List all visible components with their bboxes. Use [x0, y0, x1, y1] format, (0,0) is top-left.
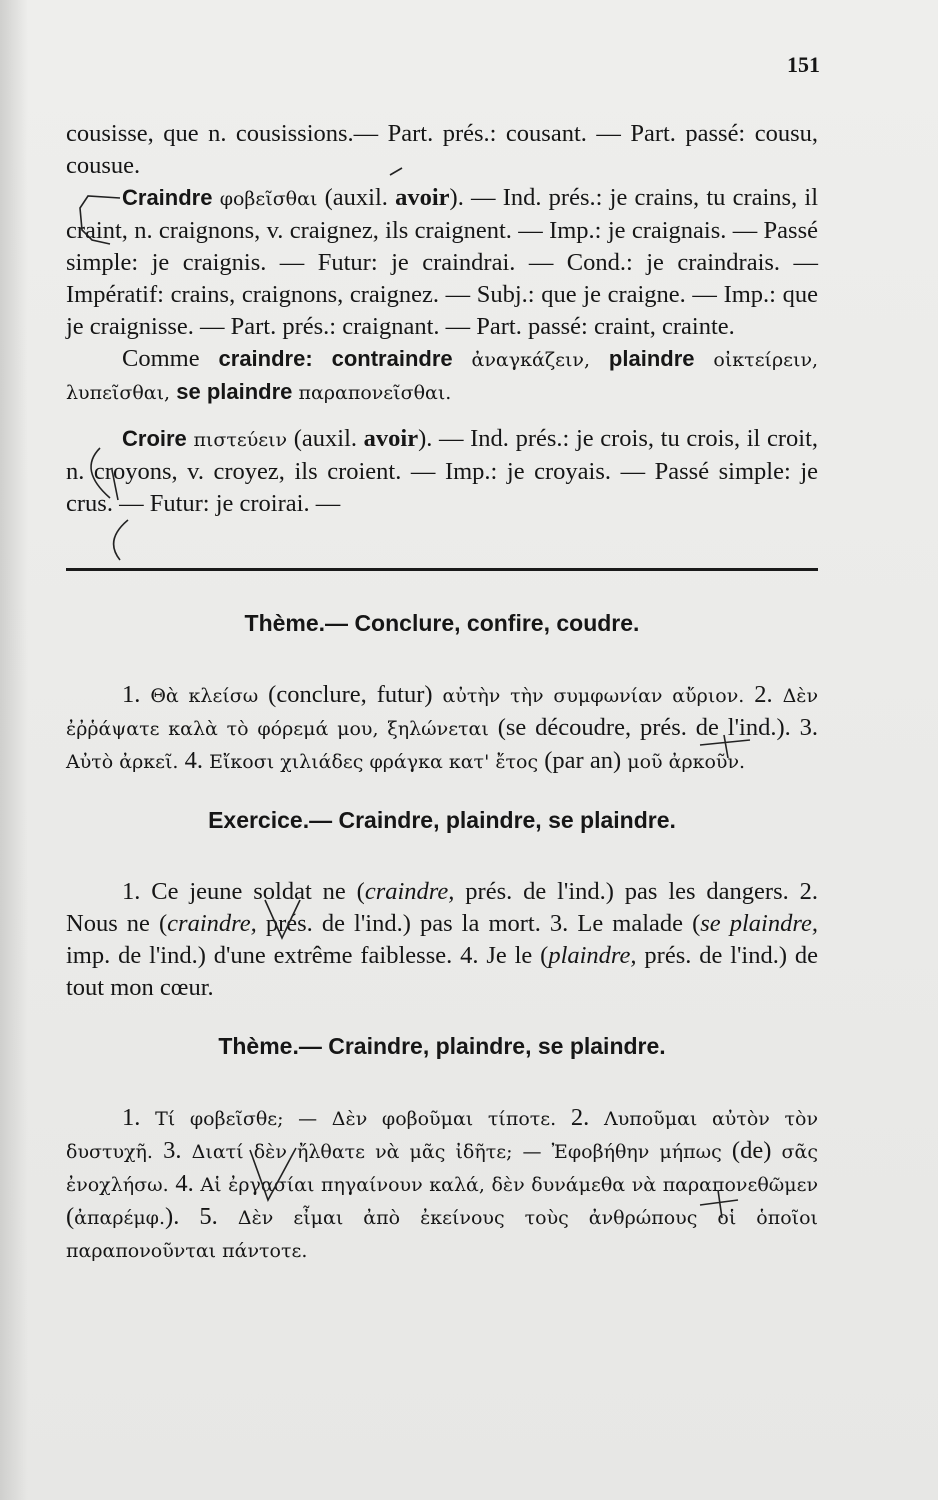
croire-body: ). — Ind. prés.: je crois, tu crois, il croit, n. croyons, v. croyez, ils croient. — Imp.: je croyais. — Passé simple: je crus. — Futur: je croirai. —: [66, 425, 819, 517]
theme1-paragraph: [66, 679, 818, 778]
comme-verb-2: contraindre: [331, 346, 453, 371]
croire-paragraph: [66, 423, 818, 520]
theme1-seg: 1.: [122, 681, 151, 708]
craindre-aux-prefix: (auxil.: [324, 184, 388, 211]
comme-verb-3: plaindre: [608, 346, 695, 371]
craindre-body: ). — Ind. prés.: je crains, tu crains, il craint, n. craignons, v. craignez, ils craignent. — Imp.: je craignais. — Passé simple: je craignis. — Futur: je craindrai. — Cond.: je craindrais. — Impératif: crains, craignons, craignez. — Subj.: que je craigne. — Imp.: que je craignisse. — Part. prés.: craignant. — Part. passé: craint, crainte.: [66, 184, 819, 340]
theme1-seg: 4.: [178, 747, 210, 774]
exercice-item-text: prés. de l'ind.) de tout mon cœur.: [66, 942, 818, 1001]
theme1-seg: (se découdre, prés. de l'ind.). 3.: [488, 714, 818, 741]
exercice-title: Exercice.— Craindre, plaindre, se plaindre.: [208, 807, 676, 833]
spacer: [66, 409, 818, 423]
craindre-paragraph: [66, 182, 818, 343]
theme2-seg: 3.: [152, 1137, 192, 1164]
craindre-aux: avoir: [395, 184, 450, 211]
croire-heading: Croire: [122, 426, 187, 451]
theme2-seg: Δὲν εἶμαι ἀπὸ ἐκείνους τοὺς ἀνθρώπους οἱ ὁποῖοι παραπονοῦνται πάντοτε.: [66, 1207, 818, 1262]
page-number: 151: [787, 52, 820, 77]
comme-prefix: Comme: [122, 345, 200, 372]
theme2-paragraph: [66, 1102, 818, 1267]
exercice-item-verb: se plaindre,: [700, 910, 818, 937]
exercice-item-text: 4. Je le (: [452, 942, 549, 969]
page-shadow: [0, 0, 28, 1500]
comme-greek-3: παραπονεῖσθαι.: [298, 382, 452, 404]
exercice-item-verb: plaindre,: [548, 942, 637, 969]
craindre-greek: φοβεῖσθαι: [219, 188, 318, 210]
section-divider: [66, 568, 818, 571]
exercice-item-verb: craindre,: [167, 910, 257, 937]
theme2-seg: ). 5.: [165, 1203, 238, 1230]
exercice-item-text: imp. de l'ind.) d'une extrême faiblesse.: [66, 942, 453, 969]
theme1-seg: μοῦ ἀρκοῦν.: [627, 751, 746, 773]
comme-greek-1: ἀναγκάζειν,: [471, 349, 590, 371]
theme1-seg: Θὰ κλείσω: [150, 685, 259, 707]
theme2-seg: 2.: [556, 1104, 604, 1131]
theme1-seg: Αὐτὸ ἀρκεῖ.: [66, 751, 179, 773]
continuation-paragraph: cousisse, que n. cousissions.— Part. prés.: cousant. — Part. passé: cousu, cousue.: [66, 120, 818, 179]
theme1-seg: (par an): [538, 747, 628, 774]
theme1-seg: Εἴκοσι χιλιάδες φράγκα κατ' ἔτος: [209, 751, 539, 773]
theme2-seg: Διατί δὲν ἤλθατε νὰ μᾶς ἰδῆτε; — Ἐφοβήθην μήπως: [191, 1141, 722, 1163]
croire-greek: πιστεύειν: [193, 429, 288, 451]
theme2-title: Thème.— Craindre, plaindre, se plaindre.: [218, 1033, 666, 1059]
comme-paragraph: [66, 343, 818, 409]
exercice-paragraph: [66, 876, 818, 1004]
theme2-seg: σᾶς ἐνοχλήσω.: [66, 1141, 818, 1196]
spacer: [66, 778, 818, 804]
comme-verb-1: craindre:: [218, 346, 313, 371]
exercice-item-text: prés. de l'ind.) pas les dangers.: [454, 878, 789, 905]
theme1-seg: αὐτὴν τὴν συμφωνίαν αὔριον.: [442, 685, 745, 707]
theme2-seg: Τί φοβεῖσθε; — Δὲν φοβοῦμαι τίποτε.: [155, 1108, 557, 1130]
theme1-title: Thème.— Conclure, confire, coudre.: [244, 610, 640, 636]
theme2-seg: ἀπαρέμφ.: [74, 1207, 166, 1229]
comme-greek-2: οἰκτείρειν, λυπεῖσθαι,: [66, 349, 819, 404]
exercice-item-verb: craindre,: [364, 878, 455, 905]
theme2-seg: Λυποῦμαι αὐτὸν τὸν δυστυχῆ.: [66, 1108, 818, 1163]
comme-verb-4: se plaindre: [176, 379, 293, 404]
exercice-item-text: prés. de l'ind.) pas la mort.: [256, 910, 541, 937]
theme2-seg: 4.: [168, 1170, 201, 1197]
exercice-item-text: 2. Nous ne (: [66, 878, 818, 937]
craindre-heading: Craindre: [122, 185, 213, 210]
theme1-seg: (conclure, futur): [258, 681, 443, 708]
croire-aux: avoir: [363, 425, 419, 452]
page-content: [66, 118, 818, 1267]
theme2-seg: (de): [721, 1137, 782, 1164]
theme2-seg: Αἱ ἐργασίαι πηγαίνουν καλά, δὲν δυνάμεθα νὰ παραπονεθῶμεν: [200, 1174, 819, 1196]
theme1-seg: Δὲν ἐῤῥάψατε καλὰ τὸ φόρεμά μου, ξηλώνεται: [66, 685, 819, 740]
theme1-seg: 2.: [744, 681, 783, 708]
exercice-item-text: 1. Ce jeune soldat ne (: [122, 878, 365, 905]
theme2-seg: (: [66, 1203, 75, 1230]
spacer: [66, 1004, 818, 1030]
exercice-item-text: 3. Le malade (: [540, 910, 701, 937]
theme2-seg: 1.: [122, 1104, 156, 1131]
croire-aux-prefix: (auxil.: [293, 425, 358, 452]
